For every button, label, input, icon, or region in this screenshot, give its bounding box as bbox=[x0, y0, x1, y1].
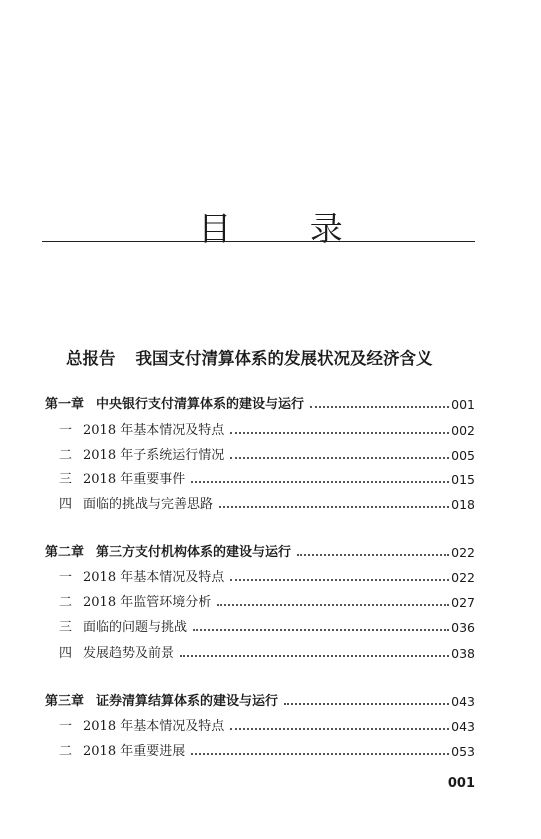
dot-leader bbox=[180, 655, 449, 657]
section-number: 一 bbox=[59, 423, 73, 438]
toc-section-entry[interactable] bbox=[0, 716, 541, 738]
toc-entry-title: 2018 年基本情况及特点 bbox=[83, 719, 225, 734]
report-title: 我国支付清算体系的发展状况及经济含义 bbox=[135, 349, 433, 368]
dot-leader bbox=[230, 457, 449, 459]
toc-section-entry[interactable] bbox=[0, 494, 541, 516]
toc-entry-title: 面临的问题与挑战 bbox=[83, 620, 188, 635]
toc-page-number: 022 bbox=[449, 542, 475, 564]
toc-entry-title: 第三方支付机构体系的建设与运行 bbox=[96, 545, 292, 560]
dot-leader bbox=[219, 506, 449, 508]
dot-leader bbox=[230, 579, 449, 581]
toc-page-number: 018 bbox=[449, 494, 475, 516]
toc-entry-title: 2018 年监管环境分析 bbox=[83, 595, 212, 610]
toc-page-number: 038 bbox=[449, 643, 475, 665]
dot-leader bbox=[191, 753, 449, 755]
dot-leader bbox=[191, 481, 449, 483]
page-number: 001 bbox=[447, 776, 475, 791]
general-report-heading[interactable] bbox=[66, 345, 486, 369]
toc-entry-title: 2018 年子系统运行情况 bbox=[83, 448, 225, 463]
toc-section-entry[interactable] bbox=[0, 567, 541, 589]
toc-page-number: 036 bbox=[449, 617, 475, 639]
section-number: 三 bbox=[59, 620, 73, 635]
dot-leader bbox=[193, 629, 449, 631]
toc-entry-label bbox=[59, 469, 187, 491]
report-prefix: 总报告 bbox=[66, 349, 116, 368]
toc-entry-title: 2018 年重要事件 bbox=[83, 472, 186, 487]
toc-entry-title: 2018 年基本情况及特点 bbox=[83, 570, 225, 585]
section-number: 一 bbox=[59, 570, 73, 585]
toc-page-number: 043 bbox=[449, 716, 475, 738]
toc-entry-label bbox=[59, 741, 187, 763]
dot-leader bbox=[297, 554, 449, 556]
toc-entry-label bbox=[59, 643, 176, 665]
dot-leader bbox=[310, 406, 449, 408]
toc-entry-label bbox=[45, 542, 293, 564]
toc-section-entry[interactable] bbox=[0, 469, 541, 491]
toc-section-entry[interactable] bbox=[0, 741, 541, 763]
section-number: 二 bbox=[59, 595, 73, 610]
toc-chapter-entry[interactable] bbox=[0, 691, 541, 713]
toc-page-number: 002 bbox=[449, 420, 475, 442]
title-rule bbox=[42, 241, 475, 242]
toc-entry-title: 面临的挑战与完善思路 bbox=[83, 497, 214, 512]
toc-entry-title: 证券清算结算体系的建设与运行 bbox=[96, 694, 279, 709]
section-number: 一 bbox=[59, 719, 73, 734]
toc-section-entry[interactable] bbox=[0, 643, 541, 665]
chapter-number: 第二章 bbox=[45, 545, 85, 560]
toc-section-entry[interactable] bbox=[0, 617, 541, 639]
toc-entry-label bbox=[59, 420, 226, 442]
toc-entry-label bbox=[59, 592, 213, 614]
toc-entry-label bbox=[59, 445, 226, 467]
toc-entry-title: 2018 年重要进展 bbox=[83, 744, 186, 759]
toc-entry-label bbox=[45, 691, 280, 713]
section-number: 四 bbox=[59, 497, 73, 512]
toc-section-entry[interactable] bbox=[0, 445, 541, 467]
toc-chapter-entry[interactable] bbox=[0, 542, 541, 564]
chapter-number: 第三章 bbox=[45, 694, 85, 709]
toc-chapter-entry[interactable] bbox=[0, 394, 541, 416]
dot-leader bbox=[217, 604, 449, 606]
toc-section-entry[interactable] bbox=[0, 592, 541, 614]
toc-section-entry[interactable] bbox=[0, 420, 541, 442]
toc-page-number: 053 bbox=[449, 741, 475, 763]
toc-entry-label bbox=[59, 617, 189, 639]
toc-page-number: 005 bbox=[449, 445, 475, 467]
dot-leader bbox=[230, 728, 449, 730]
toc-page-number: 001 bbox=[449, 394, 475, 416]
section-number: 四 bbox=[59, 646, 73, 661]
toc-entry-label bbox=[59, 494, 215, 516]
dot-leader bbox=[284, 703, 449, 705]
toc-entry-title: 发展趋势及前景 bbox=[83, 646, 175, 661]
chapter-number: 第一章 bbox=[45, 397, 85, 412]
toc-entry-title: 中央银行支付清算体系的建设与运行 bbox=[96, 397, 305, 412]
toc-entry-label bbox=[59, 567, 226, 589]
section-number: 二 bbox=[59, 744, 73, 759]
toc-entry-label bbox=[59, 716, 226, 738]
toc-page-number: 027 bbox=[449, 592, 475, 614]
toc-page-number: 043 bbox=[449, 691, 475, 713]
toc-entry-label bbox=[45, 394, 306, 416]
page-title: 目 录 bbox=[198, 209, 377, 248]
toc-page-number: 015 bbox=[449, 469, 475, 491]
toc-entry-title: 2018 年基本情况及特点 bbox=[83, 423, 225, 438]
dot-leader bbox=[230, 432, 449, 434]
section-number: 三 bbox=[59, 472, 73, 487]
section-number: 二 bbox=[59, 448, 73, 463]
toc-page-number: 022 bbox=[449, 567, 475, 589]
